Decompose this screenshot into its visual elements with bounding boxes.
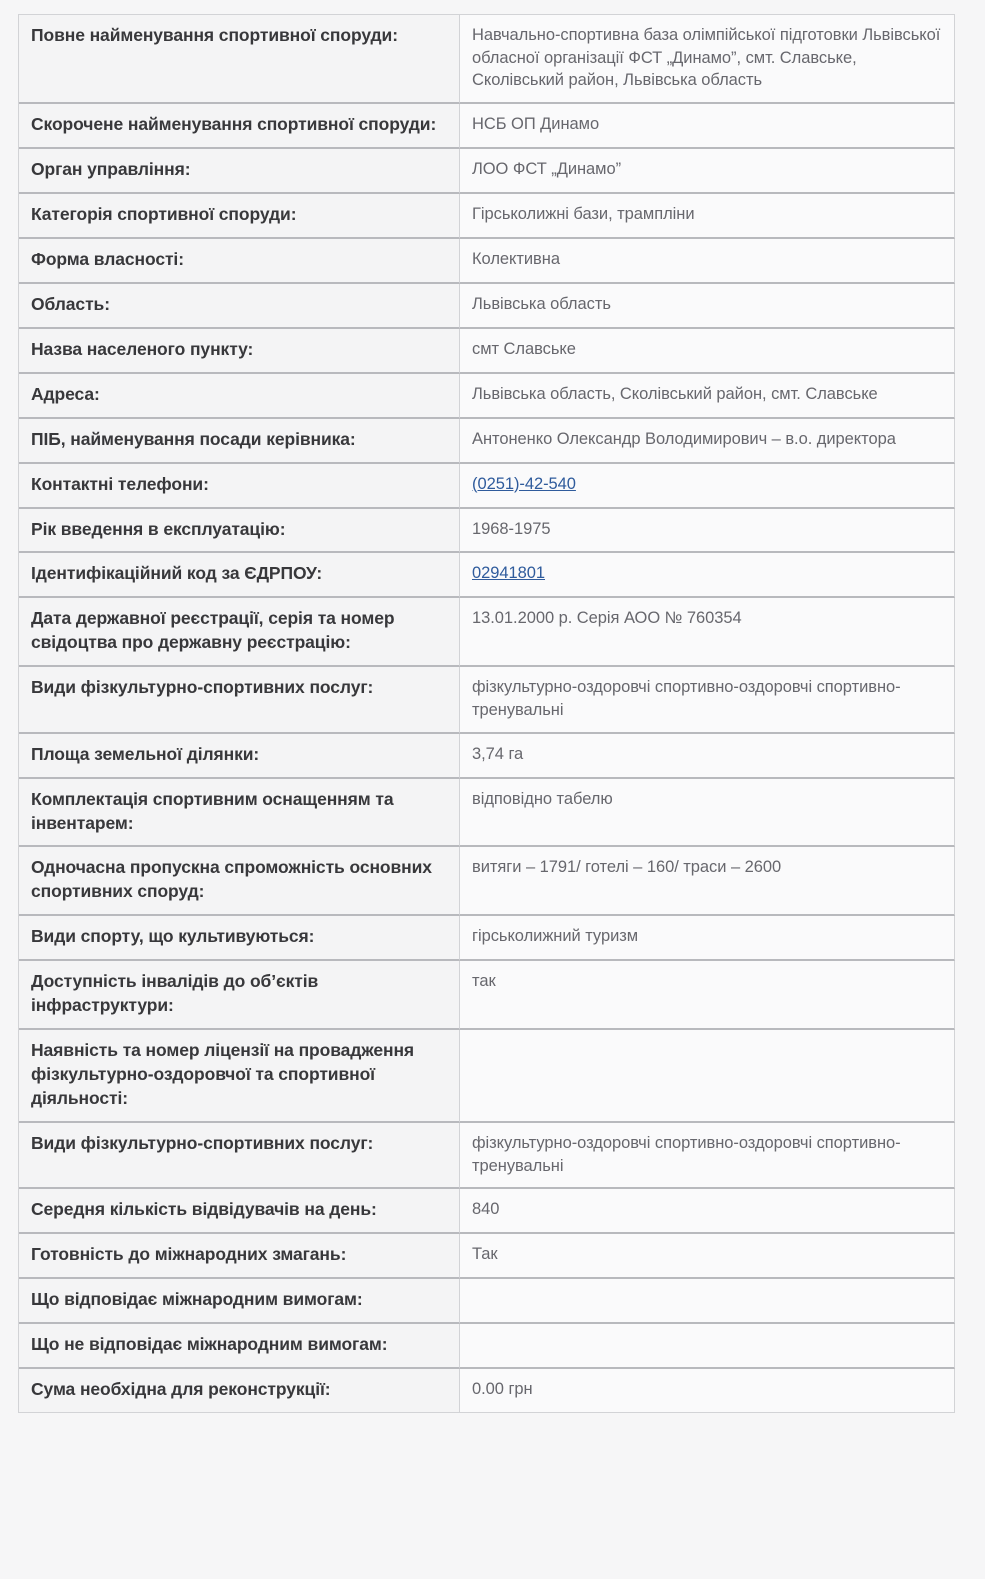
row-label: Одночасна пропускна спроможність основних спортивних споруд: xyxy=(19,847,460,916)
table-row xyxy=(19,734,955,779)
table-row xyxy=(19,1324,955,1369)
row-label: Готовність до міжнародних змагань: xyxy=(19,1234,460,1279)
table-row xyxy=(19,961,955,1030)
row-value: так xyxy=(460,961,955,1030)
row-value: фізкультурно-оздоровчі спортивно-оздоровчі спортивно-тренувальні xyxy=(460,1123,955,1189)
row-label: Ідентифікаційний код за ЄДРПОУ: xyxy=(19,553,460,598)
row-label: Область: xyxy=(19,284,460,329)
row-label: Наявність та номер ліцензії на провадження фізкультурно-оздоровчої та спортивної діяльності: xyxy=(19,1030,460,1123)
table-row xyxy=(19,916,955,961)
table-row xyxy=(19,598,955,667)
table-row xyxy=(19,1030,955,1123)
row-value: Колективна xyxy=(460,239,955,284)
row-label: Сума необхідна для реконструкції: xyxy=(19,1369,460,1413)
row-value: відповідно табелю xyxy=(460,779,955,848)
row-label: Середня кількість відвідувачів на день: xyxy=(19,1189,460,1234)
row-value: 1968-1975 xyxy=(460,509,955,554)
table-row xyxy=(19,779,955,848)
row-label: Види фізкультурно-спортивних послуг: xyxy=(19,667,460,733)
table-row xyxy=(19,15,955,104)
row-value: Антоненко Олександр Володимирович – в.о. директора xyxy=(460,419,955,464)
row-label: Назва населеного пункту: xyxy=(19,329,460,374)
table-row xyxy=(19,1279,955,1324)
row-label: Види фізкультурно-спортивних послуг: xyxy=(19,1123,460,1189)
row-value: Гірськолижні бази, трампліни xyxy=(460,194,955,239)
row-label: Рік введення в експлуатацію: xyxy=(19,509,460,554)
facility-details-table xyxy=(18,14,955,1413)
row-label: Доступність інвалідів до об’єктів інфраструктури: xyxy=(19,961,460,1030)
table-row xyxy=(19,1234,955,1279)
table-row xyxy=(19,1123,955,1189)
row-label: Форма власності: xyxy=(19,239,460,284)
row-value: Навчально-спортивна база олімпійської підготовки Львівської обласної організації ФСТ „Динамо”, смт. Славське, Сколівський район, Львівська область xyxy=(460,15,955,104)
table-row xyxy=(19,239,955,284)
row-value xyxy=(460,1324,955,1369)
row-value[interactable] xyxy=(460,464,955,509)
row-value: витяги – 1791/ готелі – 160/ траси – 2600 xyxy=(460,847,955,916)
row-value: 13.01.2000 р. Серія АОО № 760354 xyxy=(460,598,955,667)
table-row xyxy=(19,104,955,149)
row-value: гірськолижний туризм xyxy=(460,916,955,961)
row-label: Адреса: xyxy=(19,374,460,419)
table-row xyxy=(19,1369,955,1413)
row-label: Комплектація спортивним оснащенням та інвентарем: xyxy=(19,779,460,848)
table-row xyxy=(19,329,955,374)
row-value: ЛОО ФСТ „Динамо” xyxy=(460,149,955,194)
row-label: Що не відповідає міжнародним вимогам: xyxy=(19,1324,460,1369)
table-row xyxy=(19,847,955,916)
table-row xyxy=(19,1189,955,1234)
row-value-link[interactable]: 02941801 xyxy=(472,564,546,583)
row-value[interactable] xyxy=(460,553,955,598)
row-value: 840 xyxy=(460,1189,955,1234)
row-label: Контактні телефони: xyxy=(19,464,460,509)
row-label: Орган управління: xyxy=(19,149,460,194)
table-row xyxy=(19,464,955,509)
table-row xyxy=(19,194,955,239)
table-row xyxy=(19,419,955,464)
row-value: Львівська область, Сколівський район, смт. Славське xyxy=(460,374,955,419)
row-value: Львівська область xyxy=(460,284,955,329)
table-row xyxy=(19,509,955,554)
row-label: Дата державної реєстрації, серія та номер свідоцтва про державну реєстрацію: xyxy=(19,598,460,667)
row-value: НСБ ОП Динамо xyxy=(460,104,955,149)
row-label: Категорія спортивної споруди: xyxy=(19,194,460,239)
row-label: Що відповідає міжнародним вимогам: xyxy=(19,1279,460,1324)
row-value: Так xyxy=(460,1234,955,1279)
table-row xyxy=(19,667,955,733)
row-label: Площа земельної ділянки: xyxy=(19,734,460,779)
facility-table-body xyxy=(19,15,955,1413)
row-label: Повне найменування спортивної споруди: xyxy=(19,15,460,104)
row-value: смт Славське xyxy=(460,329,955,374)
row-value: 0.00 грн xyxy=(460,1369,955,1413)
table-row xyxy=(19,553,955,598)
row-value: фізкультурно-оздоровчі спортивно-оздоровчі спортивно-тренувальні xyxy=(460,667,955,733)
table-row xyxy=(19,374,955,419)
table-row xyxy=(19,149,955,194)
row-label: Види спорту, що культивуються: xyxy=(19,916,460,961)
row-value-link[interactable]: (0251)-42-540 xyxy=(472,474,576,493)
row-value: 3,74 га xyxy=(460,734,955,779)
table-row xyxy=(19,284,955,329)
row-value xyxy=(460,1030,955,1123)
row-label: Скорочене найменування спортивної споруди: xyxy=(19,104,460,149)
row-label: ПІБ, найменування посади керівника: xyxy=(19,419,460,464)
row-value xyxy=(460,1279,955,1324)
